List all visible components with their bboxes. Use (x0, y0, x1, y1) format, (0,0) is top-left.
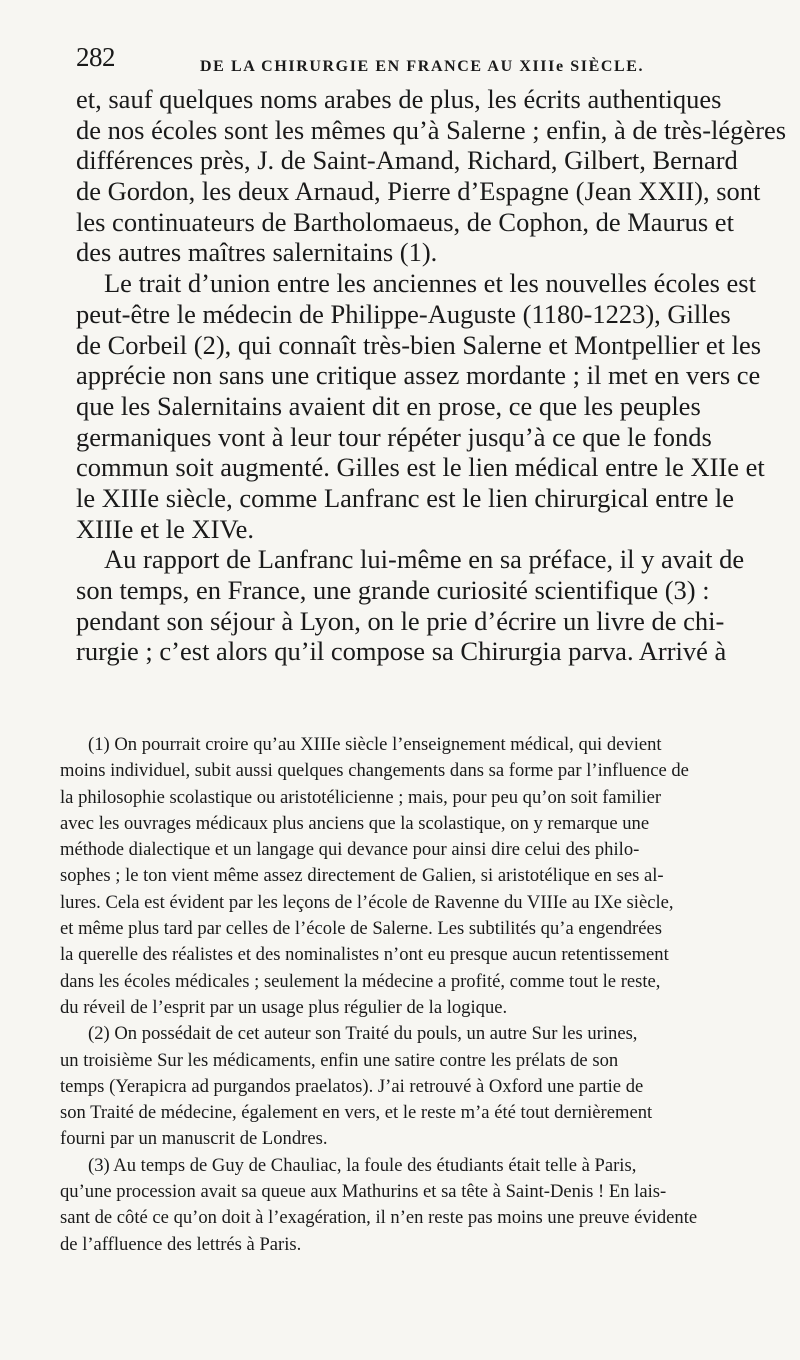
page-header (76, 42, 776, 82)
footnote-line: fourni par un manuscrit de Londres. (60, 1128, 328, 1150)
text-line: de Gordon, les deux Arnaud, Pierre d’Espagne (Jean XXII), sont (76, 176, 761, 207)
footnote-line: qu’une procession avait sa queue aux Mathurins et sa tête à Saint-Denis ! En lais- (60, 1181, 667, 1203)
footnote-line: la querelle des réalistes et des nominalistes n’ont eu presque aucun retentissement (60, 944, 669, 966)
text-line: et, sauf quelques noms arabes de plus, les écrits authentiques (76, 84, 722, 114)
text-line: germaniques vont à leur tour répéter jusqu’à ce que le fonds (76, 421, 712, 452)
footnote-line: temps (Yerapicra ad purgandos praelatos). J’ai retrouvé à Oxford une partie de (60, 1075, 644, 1097)
footnote-line: du réveil de l’esprit par un usage plus régulier de la logique. (60, 996, 508, 1018)
footnote-line: la philosophie scolastique ou aristotélicienne ; mais, pour peu qu’on soit familier (60, 786, 662, 808)
text-line: peut-être le médecin de Philippe-Auguste (1180-1223), Gilles (76, 298, 731, 329)
text-line: le XIIIe siècle, comme Lanfranc est le lien chirurgical entre le (76, 482, 734, 513)
footnote-line: de l’affluence des lettrés à Paris. (60, 1233, 302, 1255)
text-line: Le trait d’union entre les anciennes et les nouvelles écoles est (104, 268, 756, 299)
text-line: Au rapport de Lanfranc lui-même en sa préface, il y avait de (104, 544, 745, 575)
footnote-line: avec les ouvrages médicaux plus anciens que la scolastique, on y remarque une (60, 812, 650, 834)
text-line: que les Salernitains avaient dit en prose, ce que les peuples (76, 390, 701, 421)
footnote-line: dans les écoles médicales ; seulement la médecine a profité, comme tout le reste, (60, 970, 661, 992)
footnote-line: (3) Au temps de Guy de Chauliac, la foule des étudiants était telle à Paris, (88, 1154, 637, 1176)
text-line: commun soit augmenté. Gilles est le lien médical entre le XIIe et (76, 452, 765, 483)
footnote-line: méthode dialectique et un langage qui devance pour ainsi dire celui des philo- (60, 839, 640, 861)
running-head: DE LA CHIRURGIE EN FRANCE AU XIIIe SIÈCLE. (200, 58, 645, 75)
footnotes (60, 732, 770, 1258)
text-line: de nos écoles sont les mêmes qu’à Salerne ; enfin, à de très-légères (76, 114, 787, 145)
footnote-line: un troisième Sur les médicaments, enfin une satire contre les prélats de son (60, 1049, 619, 1071)
footnote-line: (1) On pourrait croire qu’au XIIIe siècle l’enseignement médical, qui devient (88, 734, 662, 755)
main-text (76, 84, 787, 667)
text-line: différences près, J. de Saint-Amand, Richard, Gilbert, Bernard (76, 145, 738, 176)
text-line: les continuateurs de Bartholomaeus, de Cophon, de Maurus et (76, 206, 734, 237)
text-line: des autres maîtres salernitains (1). (76, 237, 438, 268)
footnote-line: sophes ; le ton vient même assez directement de Galien, si aristotélique en ses al- (60, 865, 664, 887)
footnote-line: son Traité de médecine, également en vers, et le reste m’a été tout dernièrement (60, 1102, 653, 1124)
text-line: XIIIe et le XIVe. (76, 513, 255, 544)
text-line: rurgie ; c’est alors qu’il compose sa Chirurgia parva. Arrivé à (76, 636, 727, 667)
text-line: son temps, en France, une grande curiosité scientifique (3) : (76, 575, 710, 605)
footnote-line: moins individuel, subit aussi quelques changements dans sa forme par l’influence de (60, 760, 689, 782)
footnote-line: (2) On possédait de cet auteur son Traité du pouls, un autre Sur les urines, (88, 1023, 638, 1045)
text-line: pendant son séjour à Lyon, on le prie d’écrire un livre de chi- (76, 605, 725, 636)
text-line: apprécie non sans une critique assez mordante ; il met en vers ce (76, 360, 761, 391)
footnote-line: sant de côté ce qu’on doit à l’exagération, il n’en reste pas moins une preuve évidente (60, 1207, 698, 1229)
page-number: 282 (76, 42, 115, 72)
footnote-line: et même plus tard par celles de l’école de Salerne. Les subtilités qu’a engendrées (60, 918, 662, 940)
footnote-line: lures. Cela est évident par les leçons de l’école de Ravenne du VIIIe au IXe siècle, (60, 891, 674, 913)
text-line: de Corbeil (2), qui connaît très-bien Salerne et Montpellier et les (76, 329, 762, 360)
